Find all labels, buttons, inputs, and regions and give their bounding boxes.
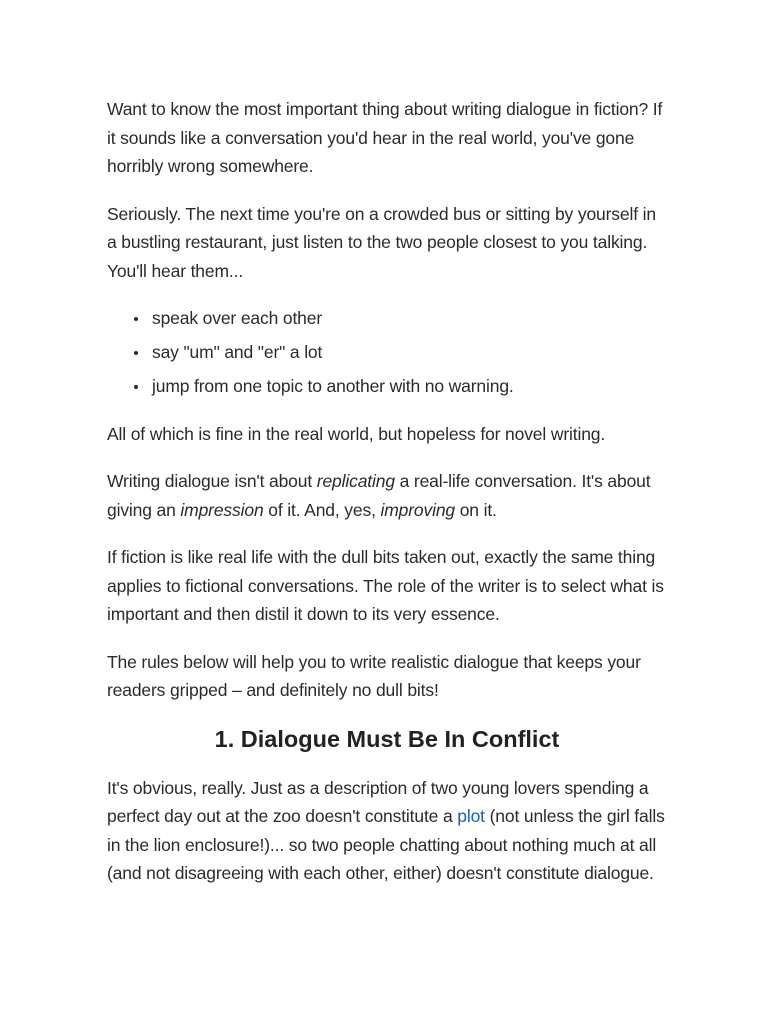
paragraph-hopeless: All of which is fine in the real world, but hopeless for novel writing. xyxy=(107,423,606,444)
paragraph-replicating xyxy=(107,467,667,524)
text-segment: (not unless the girl falls in the lion enclosure!)... so two people chatting about nothing much at all (and not disagreeing with each other, either) doesn't constitute dialogue. xyxy=(107,806,665,883)
section-heading-conflict: 1. Dialogue Must Be In Conflict xyxy=(214,725,560,752)
conversation-habits-list xyxy=(107,304,667,401)
list-item: jump from one topic to another with no warning. xyxy=(152,372,667,401)
plot-link[interactable]: plot xyxy=(457,806,485,826)
paragraph-rules xyxy=(107,648,667,705)
emphasis-replicating: replicating xyxy=(316,471,395,491)
article-body xyxy=(107,95,667,907)
text-segment: on it. xyxy=(455,499,497,520)
paragraph-seriously: Seriously. The next time you're on a crowded bus or sitting by yourself in a bustling restaurant, just listen to the two people closest to you talking. You'll hear them... xyxy=(107,203,656,281)
paragraph-obvious xyxy=(107,774,667,888)
text-segment: and definitely no dull bits! xyxy=(241,680,439,700)
en-dash: – xyxy=(232,680,242,700)
text-segment: Writing dialogue isn't about xyxy=(107,471,317,491)
text-segment: of it. And, yes, xyxy=(263,499,381,520)
paragraph-dull-bits: If fiction is like real life with the dull bits taken out, exactly the same thing applies to fictional conversations. The role of the writer is to select what is important and then distil it down to its very essence. xyxy=(107,547,664,624)
emphasis-improving: improving xyxy=(380,499,456,520)
paragraph-intro: Want to know the most important thing about writing dialogue in fiction? If it sounds like a conversation you'd hear in the real world, you've gone horribly wrong somewhere. xyxy=(107,99,663,176)
list-item: say "um" and "er" a lot xyxy=(152,338,667,367)
text-segment: It's obvious, really. Just as a description of two young lovers spending a perfect day out at the zoo doesn't constitute a xyxy=(107,777,649,826)
text-segment: a real-life conversation. It's about giving an xyxy=(107,471,651,520)
emphasis-impression: impression xyxy=(180,499,264,520)
list-item: speak over each other xyxy=(152,304,667,333)
text-segment: The rules below will help you to write realistic dialogue that keeps your readers gripped xyxy=(107,651,641,700)
